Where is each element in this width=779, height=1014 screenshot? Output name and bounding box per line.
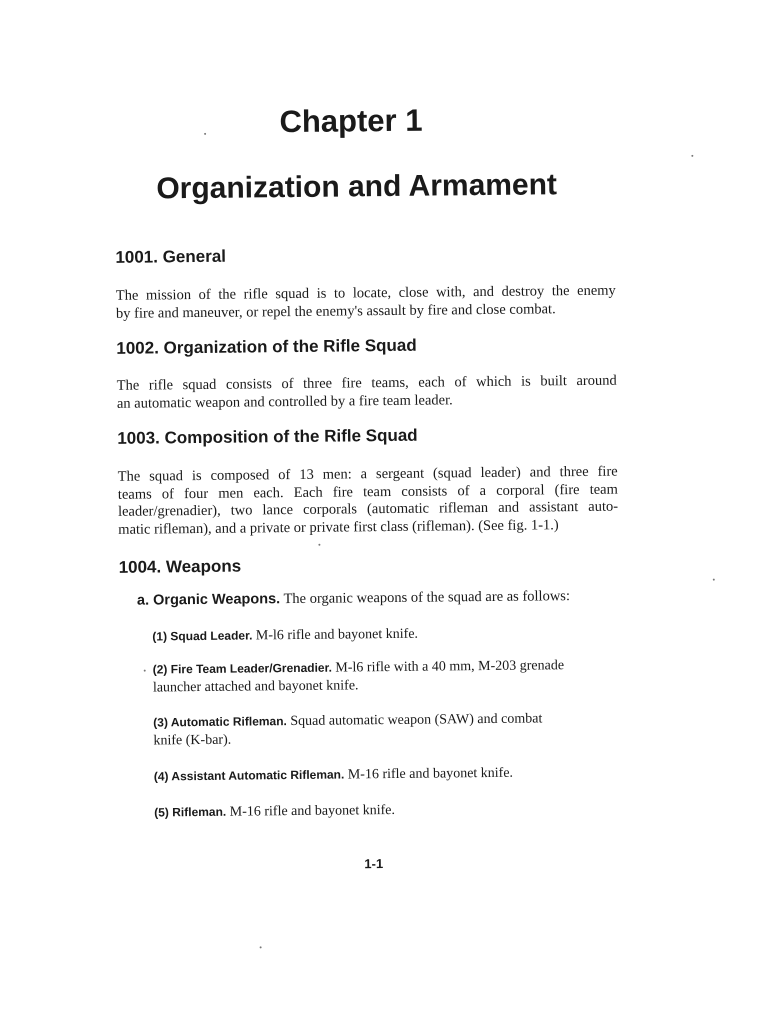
scan-speck — [691, 155, 693, 157]
section-heading-1004: 1004. Weapons — [118, 556, 242, 577]
chapter-label: Chapter 1 — [279, 102, 423, 140]
weapon-item-label: (2) Fire Team Leader/Grenadier. — [152, 660, 332, 677]
weapon-item-text: Squad automatic weapon (SAW) and combat — [290, 711, 543, 730]
weapon-item-label: (5) Rifleman. — [154, 804, 227, 820]
page-number: 1-1 — [364, 856, 384, 872]
paragraph-line: an automatic weapon and controlled by a fire team leader. — [116, 391, 453, 412]
weapon-item-text: M-16 rifle and bayonet knife. — [229, 802, 396, 820]
subsection-organic-weapons — [137, 588, 570, 610]
weapon-item-fire-team-leader — [153, 656, 623, 698]
paragraph-line: teams of four men each. Each fire team consists of a corporal (fire team — [117, 481, 618, 503]
weapon-item-text: M-l6 rifle with a 40 mm, M-203 grenade — [335, 658, 565, 676]
paragraph-line: The rifle squad consists of three fire teams, each of which is built around — [116, 372, 617, 394]
weapon-item-label: (1) Squad Leader. — [152, 628, 253, 644]
paragraph-line: The mission of the rifle squad is to locate, close with, and destroy the enemy — [115, 282, 616, 304]
scan-speck — [204, 133, 206, 135]
weapon-item-text: launcher attached and bayonet knife. — [152, 678, 359, 696]
section-heading-1002: 1002. Organization of the Rifle Squad — [116, 335, 417, 358]
weapon-item-label: (4) Assistant Automatic Rifleman. — [153, 767, 345, 784]
weapon-item-automatic-rifleman — [153, 709, 623, 751]
scan-speck — [144, 670, 146, 672]
section-heading-1001: 1001. General — [115, 246, 227, 267]
weapon-item-assistant-automatic-rifleman — [154, 763, 624, 787]
weapon-item-label: (3) Automatic Rifleman. — [153, 714, 287, 730]
section-paragraph-1002 — [117, 373, 617, 413]
weapon-item-rifleman — [154, 799, 624, 823]
section-paragraph-1001 — [116, 283, 616, 323]
weapon-item-text: M-l6 rifle and bayonet knife. — [255, 626, 419, 644]
weapon-item-text: knife (K-bar). — [153, 732, 232, 749]
scan-speck — [713, 579, 715, 581]
section-paragraph-1003 — [118, 464, 619, 539]
weapon-item-text: M-16 rifle and bayonet knife. — [347, 765, 514, 783]
paragraph-line: leader/grenadier), two lance corporals (automatic rifleman and assistant auto- — [117, 498, 619, 520]
scan-speck — [318, 544, 320, 546]
subsection-label: a. Organic Weapons. — [136, 591, 281, 609]
weapon-item-squad-leader — [152, 623, 622, 647]
paragraph-line: by fire and maneuver, or repel the enemy's assault by fire and close combat. — [115, 300, 556, 322]
scan-speck — [260, 946, 262, 948]
section-heading-1003: 1003. Composition of the Rifle Squad — [117, 425, 418, 448]
chapter-title: Organization and Armament — [156, 168, 558, 206]
paragraph-line: matic rifleman), and a private or private first class (rifleman). (See fig. 1-1.) — [118, 516, 559, 538]
paragraph-line: The squad is composed of 13 men: a sergeant (squad leader) and three fire — [117, 463, 618, 485]
subsection-text: The organic weapons of the squad are as follows: — [283, 588, 571, 608]
